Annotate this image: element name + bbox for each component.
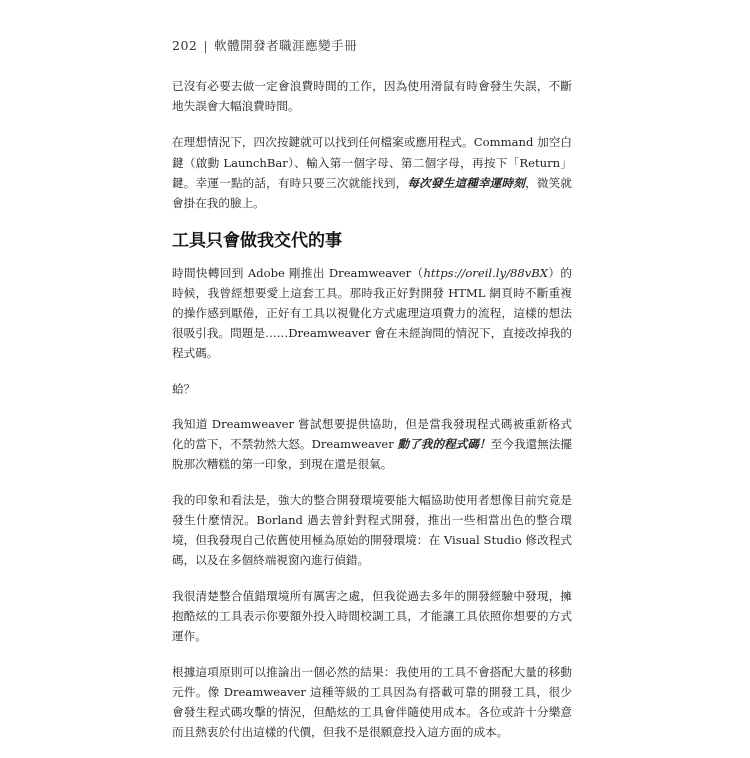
page-number: 202 <box>172 38 198 53</box>
book-title: 軟體開發者職涯應變手冊 <box>214 38 358 53</box>
section-heading: 工具只會做我交代的事 <box>172 231 342 251</box>
page-content <box>172 76 572 758</box>
paragraph-5-emphasis: 動了我的程式碼！ <box>397 437 491 451</box>
paragraph-3 <box>172 263 572 363</box>
paragraph-5 <box>172 414 572 474</box>
paragraph-5-part-a: 我知道 Dreamweaver 嘗試想要提供協助，但是當我發現程式碼被重新格式化的當下，不禁勃然大怒。Dreamweaver <box>172 417 572 451</box>
paragraph-2-keyword: 任何 <box>358 136 381 149</box>
paragraph-7: 我很清楚整合值錯環境所有厲害之處，但我從過去多年的開發經驗中發現，擁抱酷炫的工具表示你要額外投入時間校調工具，才能讓工具依照你想要的方式運作。 <box>172 589 572 643</box>
paragraph-3-part-a: 時間快轉回到 Adobe 剛推出 Dreamweaver（ <box>172 266 424 280</box>
paragraph-2-part-a: 在理想情況下，四次按鍵就可以找到 <box>172 135 359 149</box>
paragraph-5-part-b: 至今我還無法擺脫那次糟糕的第一印象，到現在還是很氣。 <box>172 437 572 471</box>
paragraph-3-part-b: ）的時候，我曾經想要愛上這套工具。那時我正好對開發 HTML 網頁時不斷重複的操作感到厭倦，正好有工具以視覺化方式處理這項費力的流程，這樣的想法很吸引我。問題是……Dreamweaver 會在未經詢問的情況下，直接改掉我的程式碼。 <box>172 266 572 360</box>
header-separator: | <box>203 38 209 53</box>
paragraph-2-part-c: ，微笑就會掛在我的臉上。 <box>172 176 572 210</box>
paragraph-1: 已沒有必要去做一定會浪費時間的工作，因為使用滑鼠有時會發生失誤，不斷地失誤會大幅浪費時間。 <box>172 79 572 113</box>
paragraph-8: 根據這項原則可以推論出一個必然的結果：我使用的工具不會搭配大量的移動元件。像 Dreamweaver 這種等級的工具因為有搭載可靠的開發工具，很少會發生程式碼攻擊的情況，但酷炫的工具會伴隨使用成本。各位或許十分樂意而且熱衷於付出這樣的代價，但我不是很願意投入這方面的成本。 <box>172 665 572 739</box>
paragraph-6: 我的印象和看法是，強大的整合開發環境要能大幅協助使用者想像目前究竟是發生什麼情況。Borland 過去曾針對程式開發，推出一些相當出色的整合環境，但我發現自己依舊使用極為原始的開發環境：在 Visual Studio 修改程式碼，以及在多個終端視窗內進行偵錯。 <box>172 493 572 567</box>
paragraph-4: 蛤？ <box>172 382 196 396</box>
paragraph-2 <box>172 132 572 213</box>
dreamweaver-link[interactable]: https://oreil.ly/88vBX <box>423 266 549 280</box>
paragraph-2-emphasis: 每次發生這種幸運時刻 <box>407 176 526 190</box>
paragraph-2-part-b: 檔案或應用程式。Command 加空白鍵（啟動 LaunchBar）、輸入第一個字母、第二個字母，再按下「Return」鍵。幸運一點的話，有時只要三次就能找到， <box>172 135 573 190</box>
running-head <box>172 36 357 54</box>
